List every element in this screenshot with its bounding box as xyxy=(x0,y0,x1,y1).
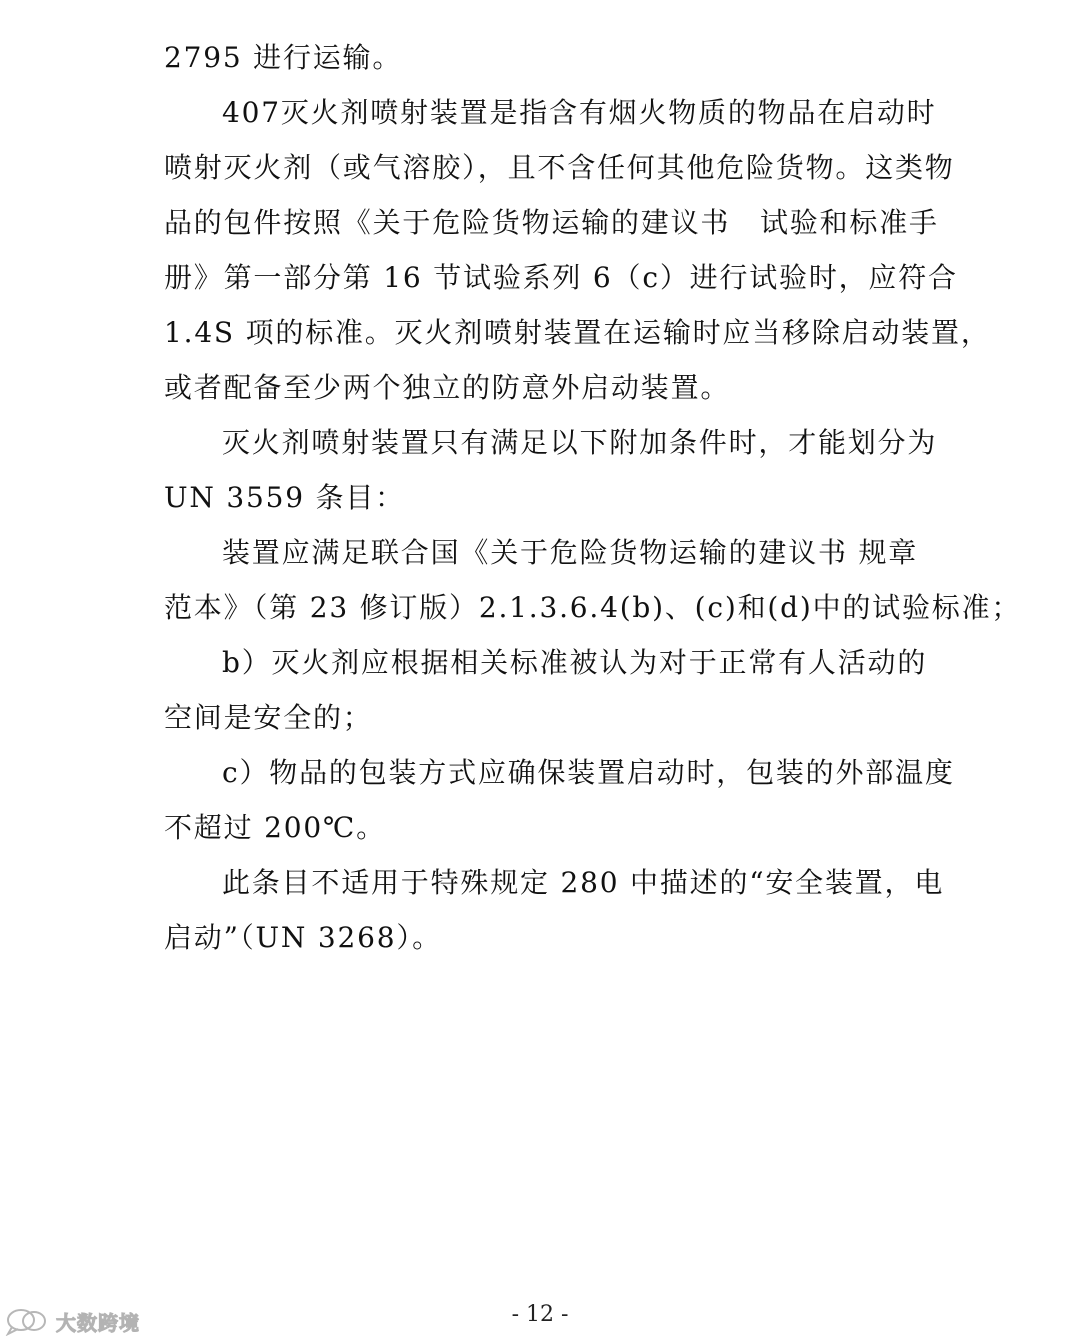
watermark-text: 大数跨境 xyxy=(56,1310,140,1335)
text-line: 品的包件按照《关于危险货物运输的建议书 试验和标准手 xyxy=(164,206,939,239)
text-line: 装置应满足联合国《关于危险货物运输的建议书 规章 xyxy=(222,536,919,569)
speech-bubble-logo-icon xyxy=(4,1306,50,1336)
text-line: 2795 进行运输。 xyxy=(164,41,403,74)
text-line: 范本》（第 23 修订版）2.1.3.6.4(b)、(c)和(d)中的试验标准； xyxy=(164,591,1022,624)
text-line: 启动”（UN 3268）。 xyxy=(164,921,442,954)
text-line: UN 3559 条目： xyxy=(164,481,405,514)
body-text xyxy=(164,30,1022,965)
text-line: 不超过 200℃。 xyxy=(164,811,386,844)
text-line: 空间是安全的； xyxy=(164,701,373,734)
text-line: 1.4S 项的标准。灭火剂喷射装置在运输时应当移除启动装置， xyxy=(164,316,991,349)
text-line: 喷射灭火剂（或气溶胶），且不含任何其他危险货物。这类物 xyxy=(164,151,955,184)
text-line: 此条目不适用于特殊规定 280 中描述的“安全装置，电 xyxy=(222,866,945,899)
text-line: 407灭火剂喷射装置是指含有烟火物质的物品在启动时 xyxy=(222,96,937,129)
text-line: 或者配备至少两个独立的防意外启动装置。 xyxy=(164,371,731,404)
watermark xyxy=(4,1306,140,1336)
page-number: - 12 - xyxy=(511,1302,569,1327)
text-line: b）灭火剂应根据相关标准被认为对于正常有人活动的 xyxy=(222,646,928,679)
text-line: 册》第一部分第 16 节试验系列 6（c）进行试验时，应符合 xyxy=(164,261,958,294)
text-line: c）物品的包装方式应确保装置启动时，包装的外部温度 xyxy=(222,756,955,789)
text-line: 灭火剂喷射装置只有满足以下附加条件时，才能划分为 xyxy=(222,426,938,459)
